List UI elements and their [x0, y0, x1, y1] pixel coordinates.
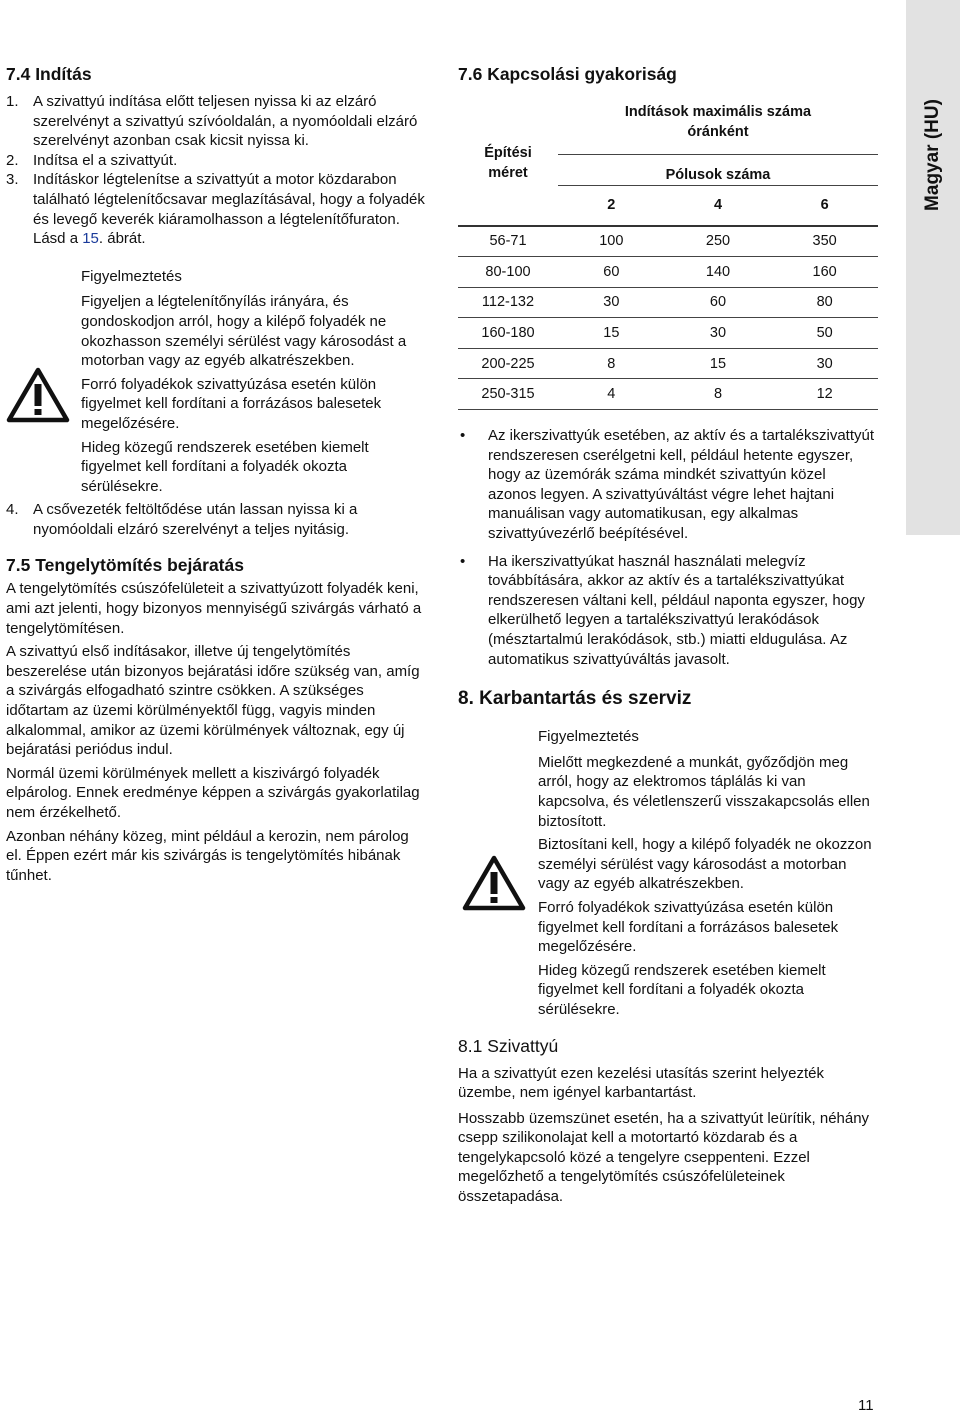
warning-triangle-icon: [6, 367, 70, 428]
step-number: 4.: [6, 501, 19, 519]
table-cell: 100: [558, 226, 665, 257]
section-7-4-heading: 7.4 Indítás: [6, 64, 92, 84]
warning-text: Mielőtt megkezdené a munkát, győződjön meg arról, hogy az elektromos táplálás ki van kapcsolva, és véletlenszerű visszakapcsolás ellen biztosított.: [538, 753, 870, 830]
table-cell: 30: [665, 318, 772, 349]
paragraph: Hosszabb üzemszünet esetén, ha a szivattyút leürítik, néhány csepp szilikonolajat kell a motortartó közdarab és a tengelykapcsoló közé a tengelyre cseppenteni. Ezzel megelőzhető a tengelytömítés csúszófelületeinek összetapadása.: [458, 1109, 870, 1206]
step-text: Indítsa el a szivattyút.: [33, 151, 178, 169]
step-number: 1.: [6, 93, 19, 110]
table-cell: 140: [665, 257, 772, 288]
table-cell: 60: [558, 257, 665, 288]
warning-text: Forró folyadékok szivattyúzása esetén külön figyelmet kell fordítani a forrázásos balesetek megelőzésére.: [538, 898, 839, 956]
paragraph: Azonban néhány közeg, mint például a kerozin, nem párolog el. Éppen ezért már kis szivárgás is tengelytömítés hibának tűnhet.: [6, 827, 409, 884]
right-column: [458, 62, 878, 1207]
list-item: [6, 500, 426, 539]
warning-text: Figyeljen a légtelenítőnyílás irányára, és gondoskodjon arról, hogy a kilépő folyadék ne okozhasson személyi sérülést vagy károsodást a motorban vagy az egyéb alkatrészekben.: [81, 293, 407, 370]
figure-ref-link[interactable]: 15: [82, 230, 99, 248]
step-text: Indításkor légtelenítse a szivattyút a motor közdarabon található légtelenítőcsavar meglazításával, hogy a folyadék és levegő keverék kiáramolhasson a légtelenítőfuraton.: [33, 171, 425, 228]
table-row: [458, 318, 878, 349]
bullet: •: [460, 552, 466, 570]
table-row: [458, 226, 878, 257]
warning-block: [6, 267, 426, 497]
warning-text: Biztosítani kell, hogy a kilépő folyadék ne okozzon személyi sérülést vagy károsodást a motorban vagy az egyéb alkatrészekben.: [538, 836, 872, 893]
paragraph: Ha a szivattyút ezen kezelési utasítás szerint helyezték üzembe, nem igényel karbantartást.: [458, 1064, 825, 1102]
table-row: [458, 287, 878, 318]
table-cell: 8: [558, 348, 665, 379]
table-cell: 200-225: [458, 348, 558, 379]
figure-ref-suffix: . ábrát.: [98, 230, 146, 248]
table-row: [458, 379, 878, 410]
table-cell: 60: [665, 287, 772, 318]
section-8-1-body: [458, 1064, 878, 1207]
page-number: 11: [858, 1397, 874, 1414]
list-item: [458, 426, 878, 544]
warning-text: Forró folyadékok szivattyúzása esetén külön figyelmet kell fordítani a forrázásos balesetek megelőzésére.: [81, 375, 382, 432]
table-cell: 30: [771, 348, 878, 379]
twin-pump-notes: [458, 426, 878, 669]
table-cell: 15: [665, 348, 772, 379]
warning-block: [458, 727, 878, 1019]
warning-text: Hideg közegű rendszerek esetében kiemelt figyelmet kell fordítani a folyadék okozta sérülésekre.: [81, 438, 369, 495]
table-cell: 350: [771, 226, 878, 257]
paragraph: A szivattyú első indításakor, illetve új tengelytömítés beszerelése után bizonyos bejáratási időre szükség van, amíg a szivárgás elfogadható szintre csökken. A szükséges időtartam az üzemi körülményektől függ, vagyis minden alkalommal, amikor az üzemi körülmények változnak, egy új bejáratási periódus indul.: [6, 643, 420, 759]
table-cell: 112-132: [458, 287, 558, 318]
section-7-5-heading: 7.5 Tengelytömítés bejáratás: [6, 555, 244, 576]
bullet-text: Ha ikerszivattyúkat használ használati melegvíz továbbítására, akkor az aktív és a tartalékszivattyúkat rendszeresen váltani kell, például naponta egyszer, hogy elkerülhető legyen a tartalékszivattyú lerakódások (mésztartalmú lerakódások, stb.) miatti eldugulása. Az automatikus szivattyúváltás javasolt.: [488, 552, 865, 668]
table-cell: 250-315: [458, 379, 558, 410]
list-item: [6, 92, 426, 151]
startup-steps-list-cont: [6, 500, 426, 539]
table-cell: 160: [771, 257, 878, 288]
col-header-group: Indítások maximális száma óránként Pólusok száma: [558, 102, 878, 186]
table-cell: 15: [558, 318, 665, 349]
table-cell: 30: [558, 287, 665, 318]
warning-title: Figyelmeztetés: [538, 728, 639, 746]
language-side-tab: [906, 0, 960, 535]
table-cell: 250: [665, 226, 772, 257]
step-text: A szivattyú indítása előtt teljesen nyissa ki az elzáró szerelvényt a szivattyú szívóoldalán, a nyomóoldali elzáró szerelvényt azonban csak kicsit nyissa ki.: [33, 93, 418, 150]
language-label: Magyar (HU): [922, 99, 943, 211]
table-cell: 4: [558, 379, 665, 410]
section-7-5-body: [6, 579, 426, 885]
table-cell: 80: [771, 287, 878, 318]
pole-header: 4: [665, 186, 772, 226]
table-cell: 12: [771, 379, 878, 410]
pole-header: 2: [558, 186, 665, 226]
pole-header: 6: [771, 186, 878, 226]
switching-frequency-table: [458, 102, 878, 410]
startup-steps-list: [6, 92, 426, 249]
section-7-6-heading: 7.6 Kapcsolási gyakoriság: [458, 64, 677, 84]
warning-text: Hideg közegű rendszerek esetében kiemelt figyelmet kell fordítani a folyadék okozta sérülésekre.: [538, 961, 826, 1018]
step-text: A csővezeték feltöltődése után lassan nyissa ki a nyomóoldali elzáró szerelvényt a teljes nyitásig.: [33, 501, 358, 538]
section-8-1-heading: 8.1 Szivattyú: [458, 1035, 559, 1056]
left-column: [6, 62, 426, 885]
list-item: [6, 151, 426, 171]
table-cell: 8: [665, 379, 772, 410]
table-cell: 160-180: [458, 318, 558, 349]
table-row: [458, 257, 878, 288]
warning-triangle-icon: [462, 855, 526, 916]
figure-ref-prefix: Lásd a: [33, 230, 83, 248]
table-cell: 56-71: [458, 226, 558, 257]
step-number: 2.: [6, 151, 19, 169]
warning-title: Figyelmeztetés: [81, 267, 182, 285]
col-header-size: Építési méret: [484, 145, 532, 182]
paragraph: Normál üzemi körülmények mellett a kiszivárgó folyadék elpárolog. Ennek eredménye képpen a szivárgás gyakorlatilag nem érzékelhető.: [6, 764, 420, 821]
list-item: [6, 170, 426, 248]
section-8-heading: 8. Karbantartás és szerviz: [458, 688, 692, 710]
table-row: [458, 348, 878, 379]
paragraph: A tengelytömítés csúszófelületeit a szivattyúzott folyadék keni, ami azt jelenti, hogy bizonyos mennyiségű szivárgás várható a tengelytömítésen.: [6, 580, 422, 637]
list-item: [458, 552, 878, 670]
table-cell: 80-100: [458, 257, 558, 288]
bullet: •: [460, 427, 466, 445]
bullet-text: Az ikerszivattyúk esetében, az aktív és a tartalékszivattyút rendszeresen cserélgetni kell, például hetente egyszer, hogy az üzemórák száma mindkét szivattyún közel azonos legyen. A szivattyúváltást végre lehet hajtani manuálisan vagy automatikusan, egy alkalmas szivattyúvezérlő beépítésével.: [488, 427, 875, 543]
table-cell: 50: [771, 318, 878, 349]
step-number: 3.: [6, 171, 19, 189]
